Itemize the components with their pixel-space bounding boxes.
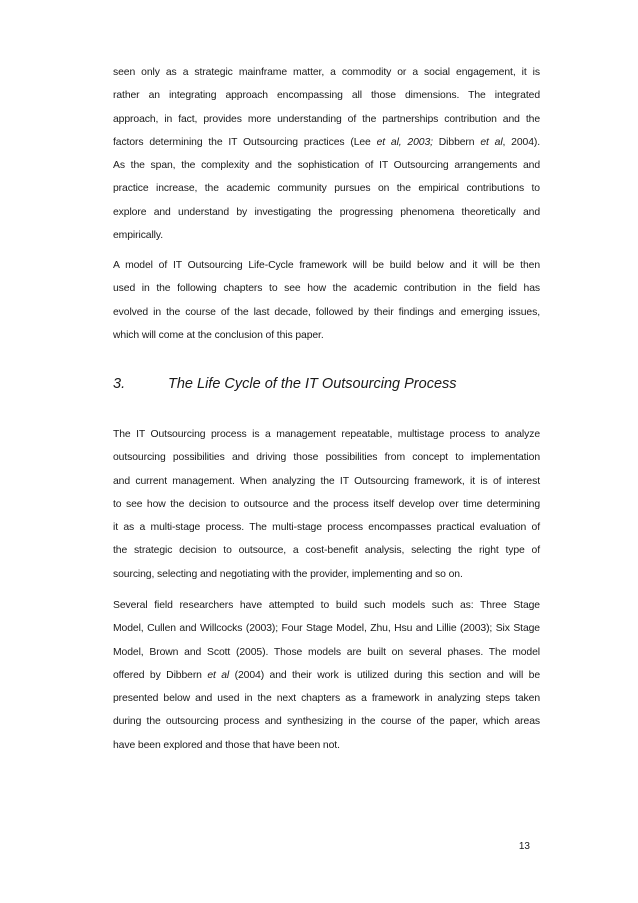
- text-line: As the span, the complexity and the sophistication of IT Outsourcing arrangements and: [113, 160, 540, 172]
- text-line: have been explored and those that have been not.: [113, 739, 340, 751]
- text-line: to see how the decision to outsource and the process itself develop over time determining: [113, 498, 540, 510]
- text-line: during the outsourcing process and synthesizing in the course of the paper, which areas: [113, 716, 540, 728]
- text-line: sourcing, selecting and negotiating with the provider, implementing and so on.: [113, 568, 463, 580]
- text-line: presented below and used in the next chapters as a framework in analyzing steps taken: [113, 693, 540, 705]
- page-number: 13: [518, 841, 530, 852]
- text-line: which will come at the conclusion of this paper.: [113, 329, 324, 341]
- text-line: rather an integrating approach encompassing all those dimensions. The integrated: [113, 90, 540, 102]
- text-line: used in the following chapters to see how the academic contribution in the field has: [113, 283, 540, 295]
- section-heading: [113, 372, 540, 396]
- text-line: and current management. When analyzing the IT Outsourcing framework, it is of interest: [113, 475, 540, 487]
- text-line: the strategic decision to outsource, a cost-benefit analysis, selecting the right type of: [113, 545, 540, 557]
- paragraph-life-cycle-model: [113, 254, 540, 347]
- citation-italic: et al: [480, 136, 503, 148]
- text-line: seen only as a strategic mainframe matter, a commodity or a social engagement, it is: [113, 67, 540, 78]
- section-title: The Life Cycle of the IT Outsourcing Process: [168, 376, 457, 392]
- text-line: it as a multi-stage process. The multi-stage process encompasses practical evaluation of: [113, 522, 540, 534]
- text-line: Model, Cullen and Willcocks (2003); Four Stage Model, Zhu, Hsu and Lillie (2003); Six Stage: [113, 623, 540, 635]
- paragraph-multistage-process: [113, 423, 540, 586]
- text-line: practice increase, the academic community pursues on the empirical contributions to: [113, 183, 540, 195]
- citation-italic: et al: [207, 669, 230, 681]
- text-line: evolved in the course of the last decade, followed by their findings and emerging issues,: [113, 306, 540, 318]
- text-line: Several field researchers have attempted to build such models such as: Three Stage: [113, 600, 540, 611]
- text-line: Model, Brown and Scott (2005). Those models are built on several phases. The model: [113, 646, 540, 658]
- text-line: factors determining the IT Outsourcing practices (Lee et al, 2003; Dibbern et al, 2004).: [113, 136, 541, 148]
- citation-italic: et al, 2003;: [376, 136, 433, 148]
- text-line: offered by Dibbern et al (2004) and their work is utilized during this section and will be: [113, 669, 541, 681]
- text-line: approach, in fact, provides more understanding of the partnerships contribution and the: [113, 113, 540, 125]
- text-line: explore and understand by investigating the progressing phenomena theoretically and: [113, 206, 540, 218]
- section-number: 3.: [113, 376, 126, 392]
- text-line: outsourcing possibilities and driving those possibilities from concept to implementation: [113, 452, 540, 464]
- text-line: The IT Outsourcing process is a management repeatable, multistage process to analyze: [113, 429, 540, 440]
- text-line: A model of IT Outsourcing Life-Cycle framework will be build below and it will be then: [113, 260, 540, 271]
- text-line: empirically.: [113, 230, 163, 242]
- paragraph-outsourcing-approach: [113, 61, 540, 247]
- paragraph-stage-models: [113, 594, 540, 757]
